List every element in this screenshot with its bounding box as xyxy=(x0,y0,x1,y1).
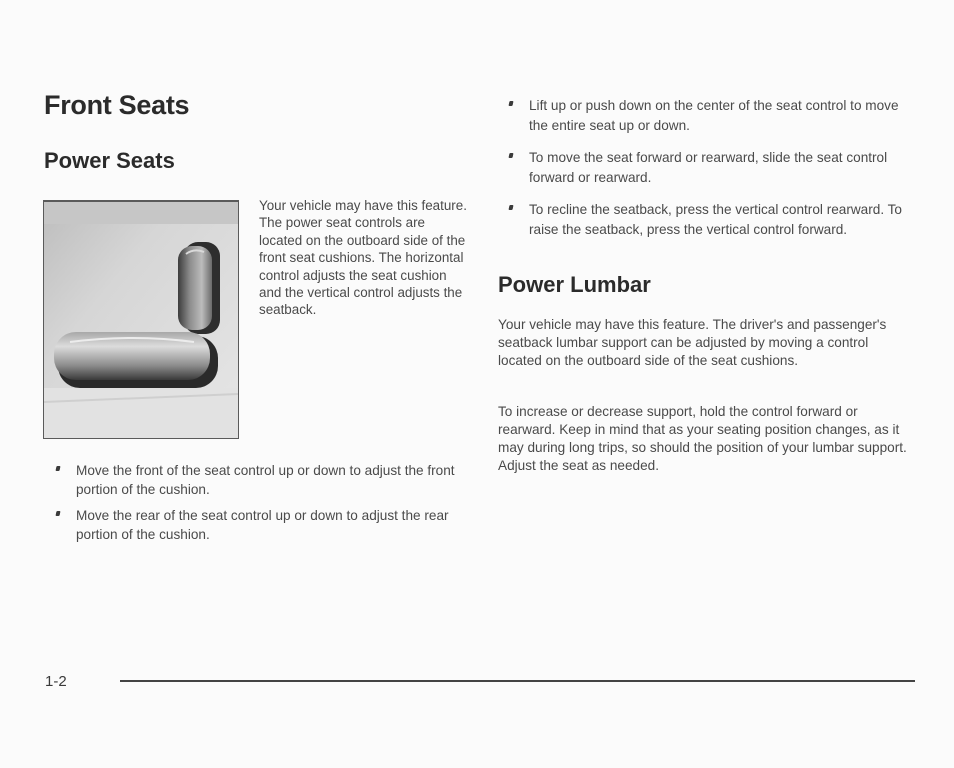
power-seats-intro-text: Your vehicle may have this feature. The power seat controls are located on the outboard side of the front seat cushions. The horizontal control adjusts the seat cushion and the vertical control adjusts the seatback. xyxy=(259,198,467,318)
cushion-adjust-bullet-list xyxy=(46,461,466,551)
subsection-title-power-seats: Power Seats xyxy=(44,148,175,173)
bullet-text: Move the front of the seat control up or down to adjust the front portion of the cushion. xyxy=(76,463,455,497)
footer-divider xyxy=(120,680,915,682)
list-item xyxy=(499,200,919,240)
bullet-text: To move the seat forward or rearward, slide the seat control forward or rearward. xyxy=(529,150,888,185)
list-item xyxy=(46,461,466,499)
seat-movement-bullet-list xyxy=(499,96,919,252)
bullet-text: Lift up or push down on the center of the seat control to move the entire seat up or down. xyxy=(529,98,899,133)
page-number: 1-2 xyxy=(45,673,67,690)
list-item xyxy=(46,506,466,544)
subsection-title-power-lumbar: Power Lumbar xyxy=(498,272,651,297)
section-title-front-seats: Front Seats xyxy=(44,90,190,120)
bullet-text: To recline the seatback, press the vertical control rearward. To raise the seatback, press the vertical control forward. xyxy=(529,202,902,237)
seat-controls-illustration xyxy=(44,202,238,438)
power-lumbar-paragraph-2: To increase or decrease support, hold the control forward or rearward. Keep in mind that as your seating position changes, as it may during long trips, so should the position of your lumbar support. Adjust the seat as needed. xyxy=(498,404,907,473)
bullet-icon xyxy=(508,205,513,210)
bullet-text: Move the rear of the seat control up or down to adjust the rear portion of the cushion. xyxy=(76,508,449,542)
bullet-icon xyxy=(508,101,513,106)
list-item xyxy=(499,96,919,136)
list-item xyxy=(499,148,919,188)
power-seat-controls-photo xyxy=(43,200,239,439)
bullet-icon xyxy=(55,466,60,471)
bullet-icon xyxy=(508,153,513,158)
bullet-icon xyxy=(55,511,60,516)
power-lumbar-paragraph-1: Your vehicle may have this feature. The driver's and passenger's seatback lumbar support can be adjusted by moving a control located on the outboard side of the seat cushions. xyxy=(498,317,887,368)
